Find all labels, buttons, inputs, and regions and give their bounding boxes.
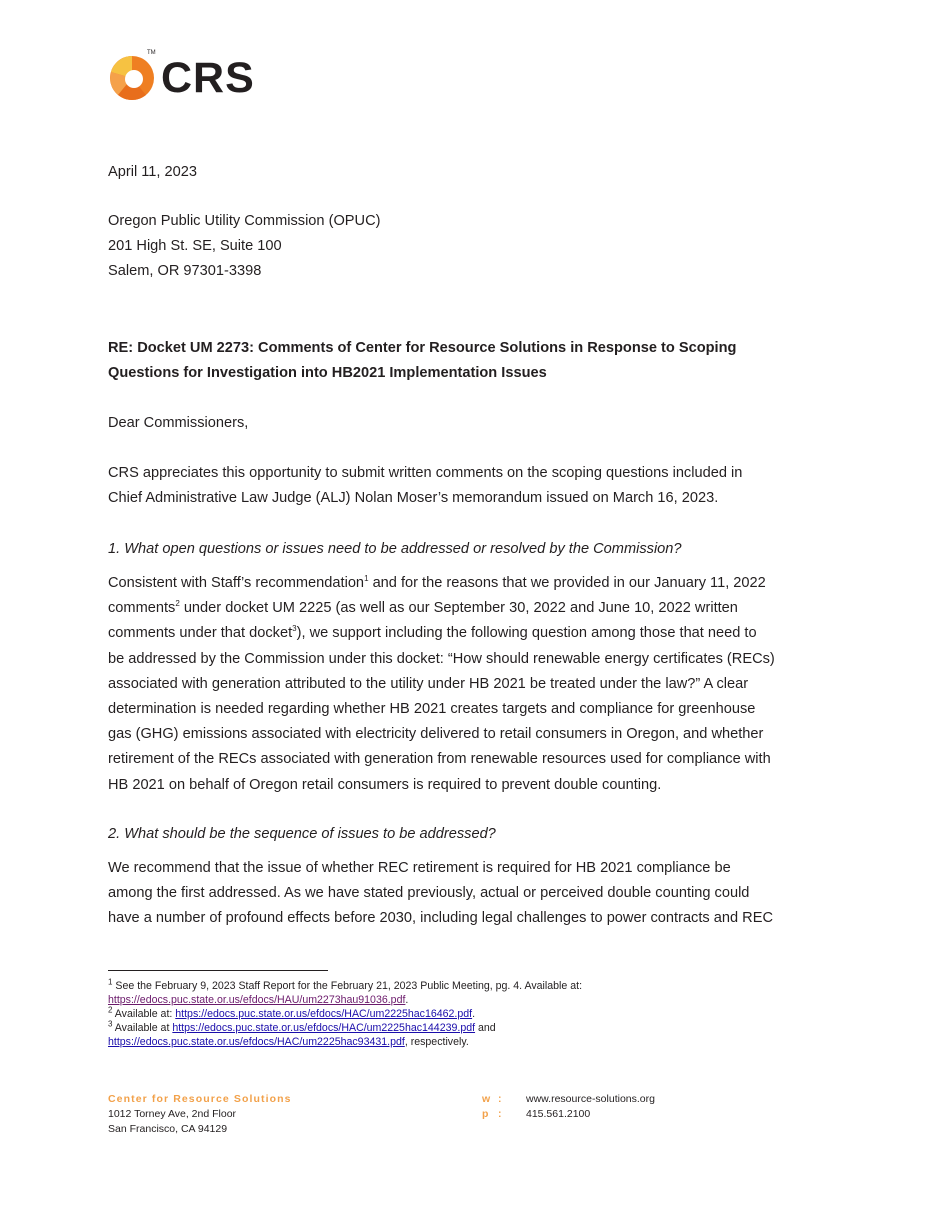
paragraph-line: among the first addressed. As we have stated previously, actual or perceived double counting could bbox=[108, 885, 750, 902]
address-line: Salem, OR 97301-3398 bbox=[108, 263, 262, 280]
intro-paragraph bbox=[108, 461, 828, 511]
text-span: under docket UM 2225 (as well as our September 30, 2022 and June 10, 2022 written bbox=[179, 600, 738, 617]
text-span: comments under that docket bbox=[108, 625, 293, 642]
paragraph-line: HB 2021 on behalf of Oregon retail consumers is required to prevent double counting. bbox=[108, 776, 662, 793]
text-span: Consistent with Staff’s recommendation bbox=[108, 575, 365, 591]
footnote-text: . bbox=[472, 1008, 476, 1020]
footnote-text: . bbox=[405, 994, 409, 1006]
question-1-heading: 1. What open questions or issues need to be addressed or resolved by the Commission? bbox=[108, 541, 682, 557]
footnote-ref[interactable]: 3 bbox=[292, 624, 297, 634]
paragraph-line: retirement of the RECs associated with generation from renewable resources used for compliance with bbox=[108, 751, 771, 768]
salutation: Dear Commissioners, bbox=[108, 415, 249, 431]
footnote-1-link-line bbox=[108, 993, 828, 1007]
footer-org-name: Center for Resource Solutions bbox=[108, 1093, 292, 1105]
footnote-text: See the February 9, 2023 Staff Report for the February 21, 2023 Public Meeting, pg. 4. Available at: bbox=[112, 980, 583, 992]
footnote-3-link-2[interactable]: https://edocs.puc.state.or.us/efdocs/HAC/um2225hac93431.pdf bbox=[108, 1036, 405, 1048]
footnote-number: 2 bbox=[108, 1005, 113, 1015]
footer-address bbox=[108, 1092, 292, 1137]
footnote-3-link-line bbox=[108, 1035, 828, 1049]
footer-phone: 415.561.2100 bbox=[526, 1108, 591, 1120]
footer-colon: : bbox=[498, 1108, 502, 1120]
recipient-address bbox=[108, 209, 828, 285]
paragraph-line: be addressed by the Commission under this docket: “How should renewable energy certificates (RECs) bbox=[108, 650, 775, 667]
text-span: ), we support including the following question among those that need to bbox=[296, 625, 757, 642]
footnote-number: 3 bbox=[108, 1019, 113, 1029]
footer-phone-row bbox=[482, 1107, 655, 1122]
paragraph-line bbox=[108, 571, 828, 596]
logo-text: CRS bbox=[161, 54, 255, 102]
footer-web-key: w bbox=[482, 1093, 491, 1105]
footer-web[interactable]: www.resource-solutions.org bbox=[526, 1093, 655, 1105]
crs-logo-mark-icon bbox=[108, 52, 156, 102]
footnote-1-link[interactable]: https://edocs.puc.state.or.us/efdocs/HAU/um2273hau91036.pdf bbox=[108, 994, 406, 1006]
address-line: 201 High St. SE, Suite 100 bbox=[108, 238, 282, 255]
footnote-text: Available at: bbox=[112, 1008, 176, 1020]
footnote-ref[interactable]: 2 bbox=[175, 599, 180, 609]
footnote-text: , respectively. bbox=[404, 1036, 469, 1048]
paragraph-line: gas (GHG) emissions associated with electricity delivered to retail consumers in Oregon, and whether bbox=[108, 726, 764, 743]
paragraph-line: associated with generation attributed to the utility under HB 2021 be treated under the law?” A clear bbox=[108, 675, 749, 692]
footnote-text: Available at bbox=[112, 1022, 173, 1034]
footer-contact bbox=[482, 1092, 655, 1122]
paragraph-line bbox=[108, 596, 828, 621]
question-2-heading: 2. What should be the sequence of issues to be addressed? bbox=[108, 826, 496, 842]
footer-colon: : bbox=[498, 1093, 502, 1105]
subject-line bbox=[108, 336, 808, 386]
subject-line-1: RE: Docket UM 2273: Comments of Center for Resource Solutions in Response to Scoping bbox=[108, 340, 737, 356]
footer-phone-key: p bbox=[482, 1108, 489, 1120]
paragraph-line: Chief Administrative Law Judge (ALJ) Nolan Moser’s memorandum issued on March 16, 2023. bbox=[108, 490, 719, 507]
footnote-1 bbox=[108, 979, 828, 993]
crs-logo bbox=[108, 52, 268, 104]
footnote-ref[interactable]: 1 bbox=[364, 574, 369, 584]
footnote-number: 1 bbox=[108, 977, 113, 987]
paragraph-line: have a number of profound effects before 2030, including legal challenges to power contracts and REC bbox=[108, 910, 773, 927]
paragraph-line bbox=[108, 621, 828, 646]
paragraph-line: determination is needed regarding whether HB 2021 creates targets and compliance for greenhouse bbox=[108, 701, 756, 718]
footnote-3-link-1[interactable]: https://edocs.puc.state.or.us/efdocs/HAC/um2225hac144239.pdf bbox=[172, 1022, 476, 1034]
footnotes bbox=[108, 979, 828, 1049]
footer-web-row bbox=[482, 1092, 655, 1107]
footer-city: San Francisco, CA 94129 bbox=[108, 1123, 228, 1135]
letter-date: April 11, 2023 bbox=[108, 164, 197, 180]
address-line: Oregon Public Utility Commission (OPUC) bbox=[108, 213, 381, 229]
footnote-3 bbox=[108, 1021, 828, 1035]
trademark-mark: TM bbox=[147, 50, 156, 56]
text-span: and for the reasons that we provided in our January 11, 2022 bbox=[368, 575, 766, 591]
footnote-2-link[interactable]: https://edocs.puc.state.or.us/efdocs/HAC/um2225hac16462.pdf bbox=[175, 1008, 473, 1020]
paragraph-line: We recommend that the issue of whether REC retirement is required for HB 2021 compliance be bbox=[108, 860, 731, 876]
answer-1-paragraph bbox=[108, 571, 828, 798]
footer-street: 1012 Torney Ave, 2nd Floor bbox=[108, 1108, 237, 1120]
answer-2-paragraph bbox=[108, 856, 828, 932]
text-span: comments bbox=[108, 600, 176, 617]
subject-line-2: Questions for Investigation into HB2021 Implementation Issues bbox=[108, 365, 547, 382]
paragraph-line: CRS appreciates this opportunity to submit written comments on the scoping questions included in bbox=[108, 465, 743, 481]
footnote-divider bbox=[108, 970, 328, 971]
footnote-text: and bbox=[475, 1022, 496, 1034]
footnote-2 bbox=[108, 1007, 828, 1021]
